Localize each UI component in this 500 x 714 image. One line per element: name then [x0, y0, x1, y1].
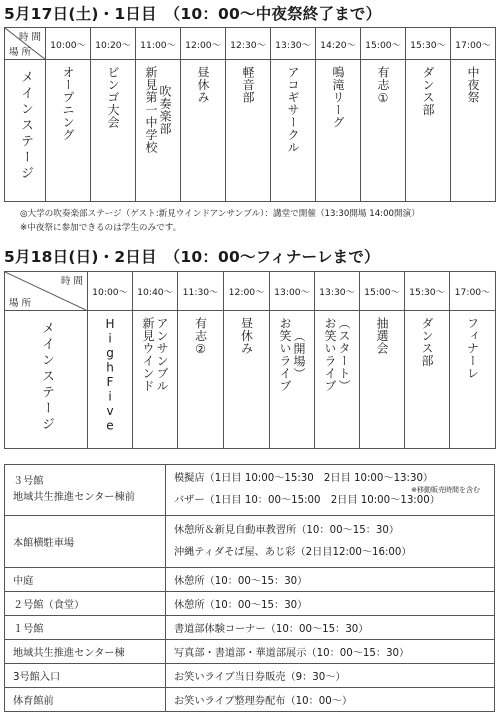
day2-time-slot: 13:00〜 [270, 272, 315, 311]
day1-event-label: 吹奏楽部 新見第一中学校 [144, 66, 172, 154]
venue-location: 中庭 [5, 568, 166, 592]
day2-corner-place: 場 所 [9, 298, 32, 309]
day2-event-cell [224, 311, 270, 449]
venue-row [5, 592, 495, 616]
venue-detail-line: 模擬店（1日目 10:00〜15:30 2日目 10:00〜13:30） [174, 473, 434, 484]
venue-location: 体育館前 [5, 688, 166, 712]
day1-event-cell [316, 60, 361, 202]
day2-corner-header [5, 272, 88, 311]
day2-event-cell [315, 311, 360, 449]
venue-row [5, 688, 495, 712]
day1-event-label: 中夜祭 [466, 66, 480, 104]
day2-event-label: ダンス部 [420, 317, 434, 367]
day1-time-slot: 17:00〜 [451, 28, 496, 60]
day2-time-slot: 15:30〜 [405, 272, 450, 311]
venue-location: 本館横駐車場 [5, 516, 166, 568]
day2-event-cell [178, 311, 224, 449]
day1-event-label: アコギサークル [286, 66, 300, 154]
day2-event-label: アンサンブル 新見ウインド [141, 317, 169, 392]
day2-corner-time: 時 間 [60, 276, 83, 287]
venue-details: 写真部・書道部・華道部展示（10：00〜15：30） [166, 640, 495, 664]
day2-time-slot: 17:00〜 [450, 272, 496, 311]
day2-event-label: 有志② [193, 317, 208, 357]
day1-event-label: オープニング [61, 66, 75, 141]
day1-event-cell [361, 60, 406, 202]
day1-note-concert: ◎大学の吹奏楽部ステージ（ゲスト:新見ウインドアンサンブル）：講堂で開催（13:30開場 14:00開演） [20, 209, 420, 219]
venue-row [5, 568, 495, 592]
venue-location: １号館 [5, 616, 166, 640]
day1-time-slot: 10:00〜 [46, 28, 91, 60]
day2-event-label: HighFive [103, 317, 117, 433]
day1-event-label: 昼休み [196, 66, 210, 104]
day1-stage-label: メインステージ [18, 70, 33, 182]
day1-schedule-table [4, 27, 496, 202]
venue-details: 休憩所（10：00〜15：30） [166, 592, 495, 616]
day2-event-cell [133, 311, 178, 449]
day1-corner-place: 場 所 [9, 47, 32, 58]
day1-time-slot: 11:00〜 [136, 28, 181, 60]
day2-event-cell [270, 311, 315, 449]
day1-event-label: 鳴滝リーグ [331, 66, 345, 129]
day1-stage-cell [5, 60, 46, 202]
day2-time-slot: 10:40〜 [133, 272, 178, 311]
venue-details: 休憩所（10：00〜15：30） [166, 568, 495, 592]
day1-time-slot: 14:20〜 [316, 28, 361, 60]
venue-detail-note: ※移動販売時間を含む [411, 486, 480, 494]
venue-row [5, 516, 495, 568]
day1-note-students-only: ※中夜祭に参加できるのは学生のみです。 [20, 223, 182, 233]
venue-location: 3号館入口 [5, 664, 166, 688]
day1-event-cell [46, 60, 91, 202]
venue-detail-line: 休憩所＆新見自動車教習所（10：00〜15：30） [174, 524, 400, 536]
day2-schedule-table [4, 271, 496, 449]
venue-location: ３号館 地域共生推進センター棟前 [5, 465, 166, 516]
day2-event-cell [405, 311, 450, 449]
day2-event-label: 抽選会 [375, 317, 389, 355]
day1-event-label: ダンス部 [421, 66, 435, 116]
day2-event-cell [88, 311, 133, 449]
day2-event-label: （開場） お笑いライブ [278, 317, 306, 392]
venue-details: 書道部体験コーナー（10：00〜15：30） [166, 616, 495, 640]
day1-time-slot: 12:30〜 [226, 28, 271, 60]
venue-details: お笑いライブ当日券販売（9：30〜） [166, 664, 495, 688]
venue-location: ２号館（食堂） [5, 592, 166, 616]
day2-event-label: フィナーレ [465, 317, 480, 380]
day1-time-slot: 15:00〜 [361, 28, 406, 60]
day1-event-cell [406, 60, 451, 202]
day1-corner-header [5, 28, 46, 60]
day2-stage-cell [5, 311, 88, 449]
venue-detail-line: バザー（1日目 10：00〜15:00 2日目 10:00〜13:00） [174, 495, 440, 506]
day1-time-slot: 12:00〜 [181, 28, 226, 60]
venue-details: お笑いライブ整理券配布（10：00〜） [166, 688, 495, 712]
day1-event-label: 軽音部 [241, 66, 255, 104]
day1-time-slot: 13:30〜 [271, 28, 316, 60]
day1-event-cell [136, 60, 181, 202]
day1-event-cell [91, 60, 136, 202]
venue-row [5, 664, 495, 688]
day1-event-label: ビンゴ大会 [106, 66, 120, 129]
venue-detail-line: 沖縄ティダそば屋、あじ彩（2日目12:00〜16:00） [174, 546, 412, 558]
day2-title: 5月18日(日)・2日目 （10：00〜フィナーレまで） [4, 248, 380, 266]
day1-event-cell [181, 60, 226, 202]
day1-corner-time: 時 間 [18, 32, 41, 43]
day1-title: 5月17日(土)・1日目 （10：00〜中夜祭終了まで） [4, 5, 382, 23]
day2-time-slot: 11:30〜 [178, 272, 224, 311]
venue-row [5, 616, 495, 640]
day2-event-cell [450, 311, 496, 449]
day2-event-label: （スタート） お笑いライブ [323, 317, 351, 392]
day2-time-slot: 10:00〜 [88, 272, 133, 311]
day2-event-label: 昼休み [239, 317, 254, 355]
day1-event-cell [271, 60, 316, 202]
venue-location: 地域共生推進センター棟 [5, 640, 166, 664]
venue-details [166, 516, 495, 568]
day2-event-cell [360, 311, 405, 449]
venue-details [166, 465, 495, 516]
day1-event-label: 有志① [376, 66, 390, 106]
venue-info-table [4, 464, 495, 712]
venue-row [5, 640, 495, 664]
day2-stage-label: メインステージ [39, 321, 54, 433]
day1-event-cell [451, 60, 496, 202]
venue-row [5, 465, 495, 516]
day1-time-slot: 10:20〜 [91, 28, 136, 60]
day2-time-slot: 12:00〜 [224, 272, 270, 311]
day2-time-slot: 13:30〜 [315, 272, 360, 311]
day1-time-slot: 15:30〜 [406, 28, 451, 60]
day1-event-cell [226, 60, 271, 202]
day2-time-slot: 15:00〜 [360, 272, 405, 311]
